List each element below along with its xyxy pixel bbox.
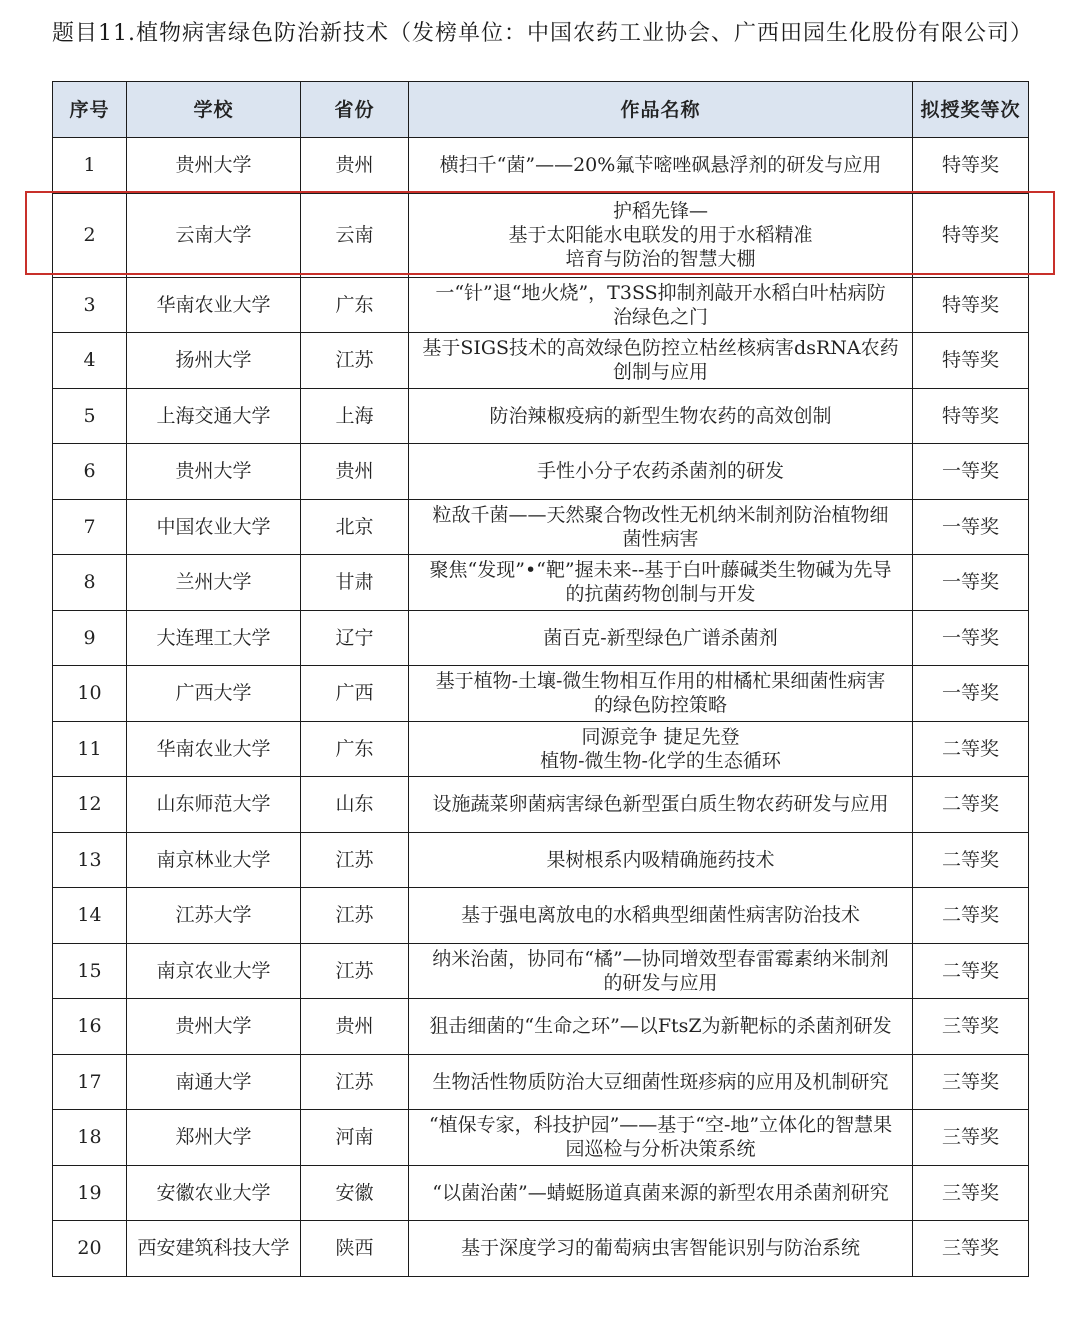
cell-work bbox=[409, 943, 913, 999]
cell-work bbox=[409, 721, 913, 777]
cell-award: 三等奖 bbox=[913, 1221, 1029, 1277]
work-title-line: 设施蔬菜卵菌病害绿色新型蛋白质生物农药研发与应用 bbox=[432, 793, 889, 816]
cell-no: 14 bbox=[53, 888, 127, 944]
work-title-line: 菌百克-新型绿色广谱杀菌剂 bbox=[543, 626, 778, 649]
cell-work bbox=[409, 832, 913, 888]
cell-award: 一等奖 bbox=[913, 555, 1029, 611]
table-row bbox=[53, 388, 1029, 444]
cell-no: 3 bbox=[53, 277, 127, 333]
work-title-line: 植物-微生物-化学的生态循环 bbox=[540, 749, 781, 772]
cell-province: 贵州 bbox=[301, 999, 409, 1055]
cell-school: 上海交通大学 bbox=[127, 388, 301, 444]
cell-province: 陕西 bbox=[301, 1221, 409, 1277]
cell-award: 三等奖 bbox=[913, 1165, 1029, 1221]
cell-school: 华南农业大学 bbox=[127, 277, 301, 333]
header-work: 作品名称 bbox=[409, 82, 913, 138]
work-title-line: 基于植物-土壤-微生物相互作用的柑橘杧果细菌性病害 bbox=[435, 670, 886, 693]
cell-work bbox=[409, 610, 913, 666]
cell-no: 2 bbox=[53, 193, 127, 277]
cell-school: 贵州大学 bbox=[127, 999, 301, 1055]
cell-school: 华南农业大学 bbox=[127, 721, 301, 777]
work-title-line: 护稻先锋— bbox=[612, 200, 708, 222]
table-row bbox=[53, 832, 1029, 888]
work-title-line: 纳米治菌，协同布“橘”—协同增效型春雷霉素纳米制剂 bbox=[432, 947, 889, 970]
cell-work bbox=[409, 193, 913, 277]
cell-province: 江苏 bbox=[301, 1054, 409, 1110]
work-title-line: 菌性病害 bbox=[622, 527, 699, 550]
cell-award: 特等奖 bbox=[913, 333, 1029, 389]
cell-province: 江苏 bbox=[301, 333, 409, 389]
cell-school: 扬州大学 bbox=[127, 333, 301, 389]
table-row bbox=[53, 333, 1029, 389]
cell-work bbox=[409, 388, 913, 444]
cell-province: 江苏 bbox=[301, 832, 409, 888]
cell-province: 河南 bbox=[301, 1110, 409, 1166]
cell-work bbox=[409, 999, 913, 1055]
table-row bbox=[53, 1221, 1029, 1277]
work-title-line: 粒敌千菌——天然聚合物改性无机纳米制剂防治植物细 bbox=[432, 503, 889, 526]
work-title-line: 的绿色防控策略 bbox=[593, 694, 727, 717]
cell-school: 兰州大学 bbox=[127, 555, 301, 611]
work-title-line: 治绿色之门 bbox=[612, 305, 708, 328]
work-title-line: 一“针”退“地火烧”，T3SS抑制剂敲开水稻白叶枯病防 bbox=[435, 281, 886, 304]
table-row bbox=[53, 666, 1029, 722]
table-row bbox=[53, 555, 1029, 611]
cell-no: 19 bbox=[53, 1165, 127, 1221]
cell-school: 大连理工大学 bbox=[127, 610, 301, 666]
table-row bbox=[53, 277, 1029, 333]
work-title-line: 基于深度学习的葡萄病虫害智能识别与防治系统 bbox=[460, 1237, 860, 1260]
header-school: 学校 bbox=[127, 82, 301, 138]
header-province: 省份 bbox=[301, 82, 409, 138]
cell-no: 10 bbox=[53, 666, 127, 722]
cell-work bbox=[409, 888, 913, 944]
table-row bbox=[53, 943, 1029, 999]
cell-no: 7 bbox=[53, 499, 127, 555]
cell-work bbox=[409, 444, 913, 500]
cell-award: 特等奖 bbox=[913, 277, 1029, 333]
cell-province: 北京 bbox=[301, 499, 409, 555]
table-header-row bbox=[53, 82, 1029, 138]
cell-school: 南京农业大学 bbox=[127, 943, 301, 999]
work-title-line: 聚焦“发现”•“靶”握未来--基于白叶藤碱类生物碱为先导 bbox=[429, 559, 892, 582]
cell-province: 上海 bbox=[301, 388, 409, 444]
cell-work bbox=[409, 1165, 913, 1221]
cell-no: 13 bbox=[53, 832, 127, 888]
cell-province: 贵州 bbox=[301, 138, 409, 194]
cell-no: 15 bbox=[53, 943, 127, 999]
cell-work bbox=[409, 1221, 913, 1277]
cell-province: 江苏 bbox=[301, 943, 409, 999]
table-row bbox=[53, 1110, 1029, 1166]
cell-no: 12 bbox=[53, 777, 127, 833]
work-title-line: 手性小分子农药杀菌剂的研发 bbox=[536, 460, 784, 483]
cell-work bbox=[409, 777, 913, 833]
cell-award: 一等奖 bbox=[913, 444, 1029, 500]
cell-school: 山东师范大学 bbox=[127, 777, 301, 833]
work-title-line: “植保专家，科技护园”——基于“空-地”立体化的智慧果 bbox=[428, 1114, 893, 1137]
cell-school: 贵州大学 bbox=[127, 138, 301, 194]
cell-province: 安徽 bbox=[301, 1165, 409, 1221]
work-title-line: 横扫千“菌”——20%氟苄嘧唑砜悬浮剂的研发与应用 bbox=[439, 154, 882, 177]
cell-award: 二等奖 bbox=[913, 777, 1029, 833]
work-title-line: 基于太阳能水电联发的用于水稻精准 bbox=[508, 224, 813, 246]
cell-award: 特等奖 bbox=[913, 388, 1029, 444]
cell-award: 二等奖 bbox=[913, 888, 1029, 944]
cell-no: 8 bbox=[53, 555, 127, 611]
cell-award: 二等奖 bbox=[913, 721, 1029, 777]
cell-school: 安徽农业大学 bbox=[127, 1165, 301, 1221]
cell-work bbox=[409, 138, 913, 194]
table-row bbox=[53, 499, 1029, 555]
cell-award: 一等奖 bbox=[913, 499, 1029, 555]
cell-award: 一等奖 bbox=[913, 610, 1029, 666]
cell-award: 一等奖 bbox=[913, 666, 1029, 722]
work-title-line: 的研发与应用 bbox=[603, 971, 718, 994]
table-row bbox=[53, 999, 1029, 1055]
work-title-line: 狙击细菌的“生命之环”—以FtsZ为新靶标的杀菌剂研发 bbox=[429, 1015, 892, 1038]
cell-no: 5 bbox=[53, 388, 127, 444]
cell-no: 11 bbox=[53, 721, 127, 777]
cell-no: 18 bbox=[53, 1110, 127, 1166]
table-row bbox=[53, 444, 1029, 500]
cell-province: 甘肃 bbox=[301, 555, 409, 611]
cell-no: 1 bbox=[53, 138, 127, 194]
cell-award: 二等奖 bbox=[913, 832, 1029, 888]
work-title-line: 防治辣椒疫病的新型生物农药的高效创制 bbox=[489, 404, 832, 427]
cell-school: 中国农业大学 bbox=[127, 499, 301, 555]
cell-province: 广西 bbox=[301, 666, 409, 722]
cell-award: 特等奖 bbox=[913, 138, 1029, 194]
work-title-line: 园巡检与分析决策系统 bbox=[565, 1138, 756, 1161]
work-title-line: 果树根系内吸精确施药技术 bbox=[546, 848, 775, 871]
cell-award: 三等奖 bbox=[913, 1110, 1029, 1166]
cell-award: 三等奖 bbox=[913, 1054, 1029, 1110]
cell-no: 9 bbox=[53, 610, 127, 666]
cell-work bbox=[409, 1054, 913, 1110]
table-row bbox=[53, 1165, 1029, 1221]
work-title-line: “以菌治菌”—蜻蜓肠道真菌来源的新型农用杀菌剂研究 bbox=[432, 1181, 889, 1204]
cell-work bbox=[409, 333, 913, 389]
cell-school: 江苏大学 bbox=[127, 888, 301, 944]
cell-school: 南京林业大学 bbox=[127, 832, 301, 888]
cell-school: 南通大学 bbox=[127, 1054, 301, 1110]
table-row bbox=[53, 721, 1029, 777]
cell-no: 20 bbox=[53, 1221, 127, 1277]
work-title-line: 的抗菌药物创制与开发 bbox=[565, 583, 756, 606]
cell-province: 山东 bbox=[301, 777, 409, 833]
cell-work bbox=[409, 499, 913, 555]
work-title-line: 基于强电离放电的水稻典型细菌性病害防治技术 bbox=[460, 904, 860, 927]
table-row bbox=[53, 777, 1029, 833]
table-row bbox=[53, 610, 1029, 666]
cell-province: 云南 bbox=[301, 193, 409, 277]
cell-award: 三等奖 bbox=[913, 999, 1029, 1055]
cell-school: 郑州大学 bbox=[127, 1110, 301, 1166]
cell-no: 4 bbox=[53, 333, 127, 389]
cell-work bbox=[409, 1110, 913, 1166]
work-title-line: 基于SIGS技术的高效绿色防控立枯丝核病害dsRNA农药 bbox=[422, 337, 899, 360]
page-title: 题目11.植物病害绿色防治新技术（发榜单位：中国农药工业协会、广西田园生化股份有限公司） bbox=[52, 21, 1033, 46]
table-row bbox=[53, 888, 1029, 944]
cell-no: 17 bbox=[53, 1054, 127, 1110]
table-row bbox=[53, 1054, 1029, 1110]
cell-province: 江苏 bbox=[301, 888, 409, 944]
cell-province: 广东 bbox=[301, 277, 409, 333]
cell-work bbox=[409, 666, 913, 722]
cell-award: 二等奖 bbox=[913, 943, 1029, 999]
cell-award: 特等奖 bbox=[913, 193, 1029, 277]
header-no: 序号 bbox=[53, 82, 127, 138]
cell-work bbox=[409, 277, 913, 333]
header-award: 拟授奖等次 bbox=[913, 82, 1029, 138]
work-title-line: 培育与防治的智慧大棚 bbox=[565, 248, 756, 270]
cell-school: 贵州大学 bbox=[127, 444, 301, 500]
cell-no: 16 bbox=[53, 999, 127, 1055]
work-title-line: 同源竞争 捷足先登 bbox=[581, 725, 740, 748]
cell-province: 辽宁 bbox=[301, 610, 409, 666]
cell-work bbox=[409, 555, 913, 611]
work-title-line: 创制与应用 bbox=[612, 361, 708, 384]
awards-table bbox=[52, 81, 1029, 1277]
cell-school: 西安建筑科技大学 bbox=[127, 1221, 301, 1277]
work-title-line: 生物活性物质防治大豆细菌性斑疹病的应用及机制研究 bbox=[432, 1070, 889, 1093]
table-row bbox=[53, 193, 1029, 277]
cell-province: 贵州 bbox=[301, 444, 409, 500]
cell-school: 云南大学 bbox=[127, 193, 301, 277]
cell-province: 广东 bbox=[301, 721, 409, 777]
cell-school: 广西大学 bbox=[127, 666, 301, 722]
cell-no: 6 bbox=[53, 444, 127, 500]
table-row bbox=[53, 138, 1029, 194]
